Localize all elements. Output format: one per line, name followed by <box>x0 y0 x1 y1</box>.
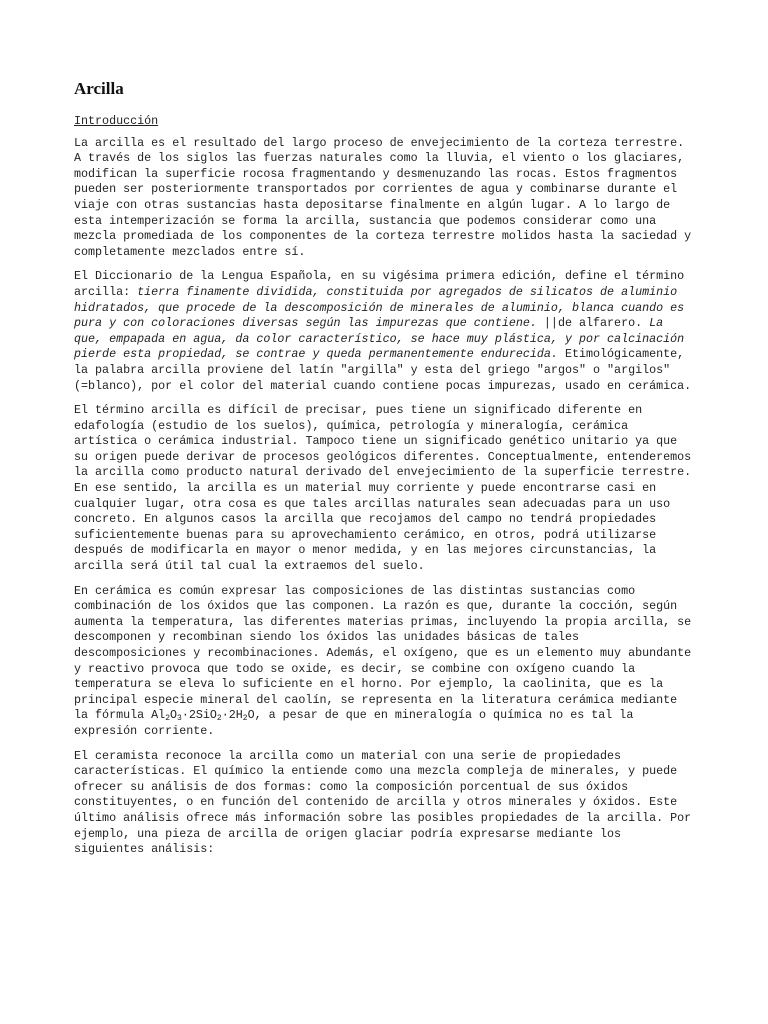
kaolinite-formula <box>151 708 254 722</box>
paragraph-3: El término arcilla es difícil de precisar, pues tiene un significado diferente en edafología (estudio de los suelos), química, petrología y mineralogía, cerámica artística o cerámica industrial. Tampoco tiene un significado genético unitario ya que su origen puede derivar de procesos geológicos diferentes. Conceptualmente, entenderemos la arcilla como producto natural derivado del envejecimiento de la superficie terrestre. En ese sentido, la arcilla es un material muy corriente y puede encontrarse casi en cualquier lugar, otra cosa es que tales arcillas naturales sean adecuadas para un uso concreto. En algunos casos la arcilla que recojamos del campo no tendrá propiedades suficientemente buenas para su aprovechamiento cerámico, en otros, podrá utilizarse después de modificarla en mayor o menor medida, y en las mejores circunstancias, la arcilla será útil tal cual la extraemos del suelo. <box>74 403 692 574</box>
paragraph-4-text-after: , a pesar de que en mineralogía o química no es tal la expresión corriente. <box>74 708 634 738</box>
formula-sio-subscript: 2 <box>216 714 222 724</box>
paragraph-2 <box>74 269 696 394</box>
paragraph-4-text-before: En cerámica es común expresar las composiciones de las distintas sustancias como combinación de los óxidos que las componen. La razón es que, durante la cocción, según aumenta la temperatura, las diferentes materias primas, incluyendo la propia arcilla, se descomponen y recombinan siendo los óxidos las unidades básicas de tales descomposiciones y recombinaciones. Además, el oxígeno, que es un elemento muy abundante y reactivo provoca que todo se oxide, es decir, se combine con oxígeno cuando la temperatura se eleva lo suficiente en el horno. Por ejemplo, la caolinita, que es la principal especie mineral del caolín, se representa en la literatura cerámica mediante la fórmula <box>74 583 692 723</box>
paragraph-5: El ceramista reconoce la arcilla como un material con una serie de propiedades características. El químico la entiende como una mezcla compleja de minerales, y puede ofrecer su análisis de dos formas: como la composición porcentual de sus óxidos constituyentes, o en función del contenido de arcilla y otros minerales y óxidos. Este último análisis ofrece más información sobre las posibles propiedades de la arcilla. Por ejemplo, una pieza de arcilla de origen glaciar podría expresarse mediante los siguientes análisis: <box>74 748 692 857</box>
formula-al-subscript: 2 <box>165 714 170 724</box>
paragraph-4 <box>74 584 696 740</box>
formula-al: Al <box>151 708 166 723</box>
paragraph-2-text-after: Etimológicamente, la palabra arcilla proviene del latín "argilla" y esta del griego "argos" o "argilos" (=blanco), por el color del material cuando contiene pocas impurezas, usado en cerámica. <box>74 347 692 393</box>
formula-h-subscript: 2 <box>242 714 248 724</box>
section-heading-introduccion: Introducción <box>74 114 159 128</box>
paragraph-2-definition-1: tierra finamente dividida, constituida por agregados de silicatos de aluminio hidratados, que procede de la descomposición de minerales de aluminio, blanca cuando es pura y con coloraciones diversas según las impurezas que contiene. <box>74 284 685 331</box>
paragraph-2-text-before: El Diccionario de la Lengua Española, en su vigésima primera edición, define el término arcilla: <box>74 269 685 299</box>
paragraph-1: La arcilla es el resultado del largo proceso de envejecimiento de la corteza terrestre. A través de los siglos las fuerzas naturales como la lluvia, el viento o los glaciares, modifican la superficie rocosa fragmentando y desmenuzando las rocas. Estos fragmentos pueden ser posteriormente transportados por corrientes de agua y combinarse durante el viaje con otras sustancias hasta depositarse finalmente en algún lugar. A lo largo de esta intemperización se forma la arcilla, sustancia que podemos considerar como una mezcla promediada de los componentes de la corteza terrestre molidos hasta la saciedad y completamente mezclados entre sí. <box>74 135 692 259</box>
formula-o-subscript: 3 <box>177 714 182 724</box>
formula-o: O <box>170 708 178 723</box>
paragraph-2-definition-2: La que, empapada en agua, da color característico, se hace muy plástica, y por calcinación pierde esta propiedad, se contrae y queda permanentemente endurecida. <box>74 316 685 362</box>
paragraph-2-separator: ||de alfarero. <box>536 316 650 331</box>
document-title: Arcilla <box>74 79 124 98</box>
formula-end-o: O <box>247 708 255 723</box>
document-page <box>74 78 696 867</box>
formula-sio: ·2SiO <box>181 708 217 723</box>
formula-h: ·2H <box>221 708 243 723</box>
